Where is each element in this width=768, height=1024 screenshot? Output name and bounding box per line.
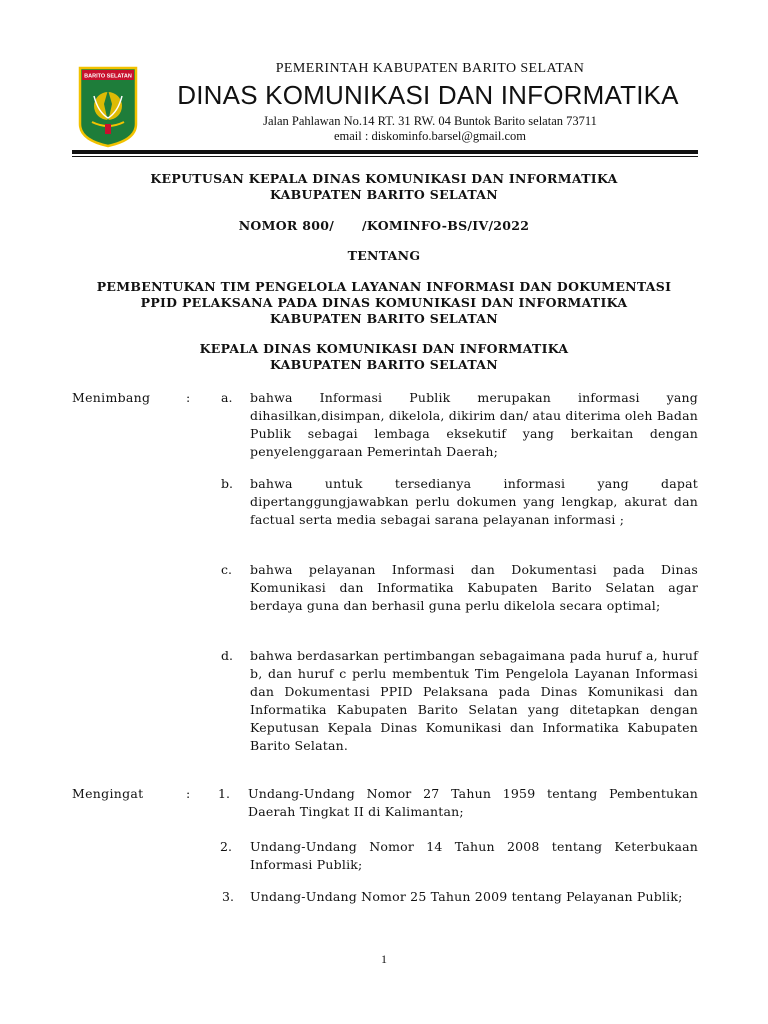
remembering-item: Undang-Undang Nomor 14 Tahun 2008 tentang Keterbukaan Informasi Publik; bbox=[250, 839, 698, 872]
decree-number-text: NOMOR 800/ /KOMINFO-BS/IV/2022 bbox=[238, 218, 530, 233]
decree-official-line: KABUPATEN BARITO SELATAN bbox=[270, 357, 498, 372]
considering-mark: c. bbox=[221, 562, 232, 577]
remembering-item: Undang-Undang Nomor 25 Tahun 2009 tentang Pelayanan Publik; bbox=[250, 889, 683, 904]
considering-label: Menimbang bbox=[72, 390, 151, 405]
decree-title-line: KABUPATEN BARITO SELATAN bbox=[270, 187, 498, 202]
emblem-caption: BARITO SELATAN bbox=[84, 73, 132, 80]
remembering-mark: 1. bbox=[218, 786, 230, 801]
considering-mark: a. bbox=[221, 390, 233, 405]
considering-mark: d. bbox=[221, 648, 233, 663]
decree-subject-line: KABUPATEN BARITO SELATAN bbox=[270, 311, 498, 326]
remembering-mark: 3. bbox=[222, 889, 234, 904]
considering-colon: : bbox=[186, 390, 191, 405]
remembering-colon: : bbox=[186, 786, 191, 801]
considering-mark: b. bbox=[221, 476, 233, 491]
office-email: email : diskominfo.barsel@gmail.com bbox=[333, 129, 527, 143]
letterhead-rule-thin bbox=[72, 156, 698, 157]
decree-title bbox=[60, 171, 708, 203]
office-address: Jalan Pahlawan No.14 RT. 31 RW. 04 Buntok Barito selatan 73711 bbox=[263, 114, 597, 128]
decree-official-line: KEPALA DINAS KOMUNIKASI DAN INFORMATIKA bbox=[199, 341, 569, 356]
letterhead-contact bbox=[160, 114, 700, 144]
page-number: 1 bbox=[381, 952, 387, 966]
government-name: PEMERINTAH KABUPATEN BARITO SELATAN bbox=[275, 61, 585, 76]
decree-subject bbox=[60, 279, 708, 327]
considering-item: bahwa untuk tersedianya informasi yang dapat dipertanggungjawabkan perlu dokumen yang lengkap, akurat dan factual serta media sebagai sarana pelayanan informasi ; bbox=[250, 476, 698, 527]
decree-official bbox=[60, 341, 708, 373]
decree-about-text: TENTANG bbox=[347, 248, 421, 263]
decree-subject-line: PPID PELAKSANA PADA DINAS KOMUNIKASI DAN INFORMATIKA bbox=[140, 295, 628, 310]
considering-item: bahwa Informasi Publik merupakan informasi yang dihasilkan,disimpan, dikelola, dikirim dan/ atau diterima oleh Badan Publik sebagai lembaga eksekutif yang berkaitan dengan penyelenggaraan Pemerintah Daerah; bbox=[250, 390, 698, 459]
decree-number bbox=[60, 218, 708, 234]
office-name: DINAS KOMUNIKASI DAN INFORMATIKA bbox=[177, 80, 679, 110]
remembering-mark: 2. bbox=[220, 839, 232, 854]
decree-subject-line: PEMBENTUKAN TIM PENGELOLA LAYANAN INFORMASI DAN DOKUMENTASI bbox=[96, 279, 672, 294]
decree-title-line: KEPUTUSAN KEPALA DINAS KOMUNIKASI DAN INFORMATIKA bbox=[150, 171, 618, 186]
considering-item: bahwa berdasarkan pertimbangan sebagaimana pada huruf a, huruf b, dan huruf c perlu membentuk Tim Pengelola Layanan Informasi dan Dokumentasi PPID Pelaksana pada Dinas Komunikasi dan Informatika Kabupaten Barito Selatan yang ditetapkan dengan Keputusan Kepala Dinas Komunikasi dan Informatika Kabupaten Barito Selatan. bbox=[250, 648, 698, 753]
decree-about bbox=[60, 248, 708, 264]
regency-emblem bbox=[78, 66, 138, 148]
letterhead-rule-thick bbox=[72, 150, 698, 154]
remembering-item: Undang-Undang Nomor 27 Tahun 1959 tentang Pembentukan Daerah Tingkat II di Kalimantan; bbox=[248, 786, 698, 819]
considering-item: bahwa pelayanan Informasi dan Dokumentasi pada Dinas Komunikasi dan Informatika Kabupaten Barito Selatan agar berdaya guna dan berhasil guna perlu dikelola secara optimal; bbox=[250, 562, 698, 613]
remembering-label: Mengingat bbox=[72, 786, 144, 801]
